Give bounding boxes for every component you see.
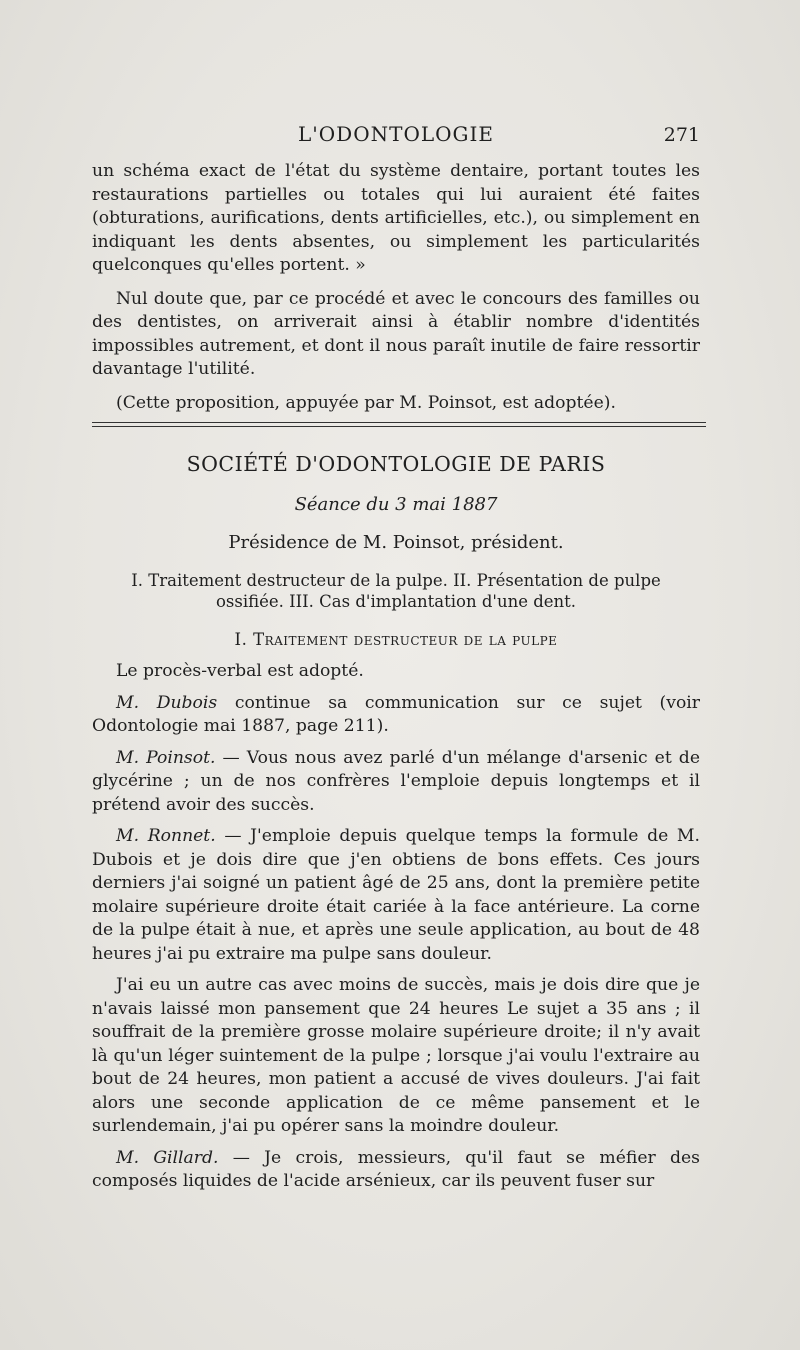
page-number: 271 [663,124,700,146]
presidency-line: Présidence de M. Poinsot, président. [228,532,564,553]
subsection-number: I. [234,630,248,649]
agenda-summary [92,570,700,612]
paragraph-proces-verbal: Le procès-verbal est adopté. [116,661,364,681]
session-date: Séance du 3 mai 1887 [294,494,498,515]
paragraph-identities: Nul doute que, par ce procédé et avec le concours des familles ou des dentistes, on arriverait ainsi à établir nombre d'identités impossibles autrement, et dont il nous paraît inutile de faire ressortir davantage l'utilité. [92,288,700,379]
speaker-name: M. Ronnet. [116,826,216,846]
double-rule-divider [92,422,706,427]
subsection-title: Traitement destructeur de la pulpe [253,630,558,649]
agenda-line: ossifiée. III. Cas d'implantation d'une dent. [215,592,577,611]
speaker-name: M. Gillard. [116,1147,219,1168]
paragraph-adoption: (Cette proposition, appuyée par M. Poinsot, est adoptée). [116,392,616,413]
speaker-name: M. Dubois [116,692,218,713]
minutes-text [92,660,700,1194]
top-text [92,160,700,415]
speech-text: continue sa communication sur ce sujet (voir Odontologie mai 1887, page 211). [92,692,700,736]
speech-text: — Vous nous avez parlé d'un mélange d'arsenic et de glycérine ; un de nos confrères l'emploie depuis longtemps et il prétend avoir des succès. [92,747,700,815]
speech-text: — Je crois, messieurs, qu'il faut se méfier des composés liquides de l'acide arsénieux, car ils peuvent fuser sur [92,1147,700,1191]
subsection-heading [92,630,700,649]
running-header [92,122,700,150]
paragraph-ronnet [92,825,700,966]
paragraph-gillard [92,1147,700,1194]
running-title: L'ODONTOLOGIE [298,122,494,146]
speaker-name: M. Poinsot. [116,747,216,768]
paragraph-dubois [92,692,700,739]
paragraph-poinsot [92,747,700,818]
society-heading: SOCIÉTÉ D'ODONTOLOGIE DE PARIS [186,452,606,476]
paragraph-second-case: J'ai eu un autre cas avec moins de succès, mais je dois dire que je n'avais laissé mon pansement que 24 heures Le sujet a 35 ans ; il souffrait de la première grosse molaire supérieure droite; il n'y avait là qu'un léger suintement de la pulpe ; lorsque j'ai voulu l'extraire au bout de 24 heures, mon patient a accusé de vives douleurs. J'ai fait alors une seconde application de ce même pansement et le surlendemain, j'ai pu opérer sans la moindre douleur. [92,975,700,1136]
agenda-line: I. Traitement destructeur de la pulpe. II. Présentation de pulpe [131,571,661,590]
paragraph-continuation: un schéma exact de l'état du système dentaire, portant toutes les restaurations partielles ou totales qui lui auraient été faites (obturations, aurifications, dents artificielles, etc.), ou simplement en indiquant les dents absentes, ou simplement les particularités quelconques qu'elles portent. » [92,161,700,275]
speech-text: — J'emploie depuis quelque temps la formule de M. Dubois et je dois dire que j'en obtiens de bons effets. Ces jours derniers j'ai soigné un patient âgé de 25 ans, dont la première petite molaire supérieure droite était cariée à la face antérieure. La corne de la pulpe était à nue, et après une seule application, au bout de 48 heures j'ai pu extraire ma pulpe sans douleur. [92,826,700,964]
